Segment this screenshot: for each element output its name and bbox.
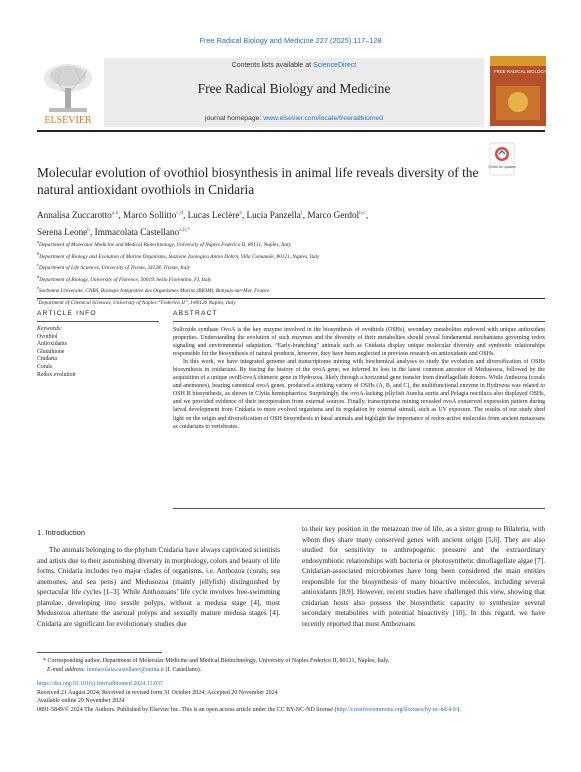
- corresponding-author-note: * Corresponding author. Department of Molecular Medicine and Medical Biotechnology, University of Naples Federico II, 80131, Naples, Italy.: [43, 658, 390, 664]
- author-affiliation-marker[interactable]: a,b,*: [179, 227, 190, 234]
- keywords-block: [37, 326, 157, 379]
- section-heading-introduction: 1. Introduction: [37, 528, 86, 537]
- affiliation-item: [37, 250, 537, 262]
- affiliation-text: Department of Chemical Sciences, University of Naples “Federico II”, I-80126 Naples, Italy: [38, 299, 236, 306]
- abstract-heading: ABSTRACT: [173, 310, 218, 317]
- cover-title: FREE RADICAL BIOLOGY & MEDICINE: [494, 69, 574, 74]
- author-name[interactable]: Lucas Leclère: [187, 210, 240, 221]
- article-title: Molecular evolution of ovothiol biosynthesis in animal life reveals diversity of the natural antioxidant ovothiols in Cnidaria: [37, 165, 479, 197]
- intro-right-column: [302, 524, 545, 629]
- author-affiliation-marker[interactable]: f: [300, 210, 303, 216]
- affiliation-marker: b: [37, 250, 40, 256]
- author-affiliation-marker[interactable]: a,b: [111, 210, 119, 216]
- affiliation-text: Department of Molecular Medicine and Medical Biotechnology, University of Naples Federico II, 80131, Naples, Italy: [38, 241, 291, 248]
- affiliation-marker: f: [37, 296, 39, 302]
- received-dates: Received 21 August 2024; Received in revised form 31 October 2024; Accepted 20 November 2024: [37, 689, 278, 696]
- intro-left-column: [37, 545, 280, 629]
- elsevier-logo: [37, 58, 99, 126]
- elsevier-wordmark: ELSEVIER: [44, 115, 92, 126]
- available-online: Available online 29 November 2024: [37, 698, 125, 705]
- journal-reference[interactable]: Free Radical Biology and Medicine 227 (2025) 117–128: [199, 36, 382, 45]
- journal-homepage: [104, 115, 484, 122]
- abstract-text: [173, 326, 545, 431]
- keywords-label: Keywords:: [37, 326, 62, 332]
- affiliation-item: [37, 273, 537, 285]
- author-name[interactable]: Marco Gerdol: [307, 210, 360, 221]
- license-suffix: ).: [457, 706, 461, 713]
- keyword-item: Ovothiol: [37, 333, 58, 340]
- sciencedirect-link[interactable]: ScienceDirect: [313, 62, 357, 69]
- header-rule: [37, 130, 545, 132]
- footnote-rule: [37, 652, 162, 653]
- email-link[interactable]: immacolata.castellano@unina.it: [86, 666, 164, 673]
- doi-link[interactable]: https://doi.org/10.1016/j.freeradbiomed.2024.11.037: [37, 681, 163, 687]
- abstract-rule: [173, 321, 545, 322]
- keyword-item: Cnidaria: [37, 356, 57, 363]
- email-line: [37, 666, 547, 675]
- abstract-paragraph-2: In this work, we have integrated genome and transcriptome mining with biochemical analyses to study the evolution and diversification of OSHs biosynthesis in cnidarians. By tracing the history of the ovoA gene, we inferred its loss in the latest common ancestor of Medusozoa, followed by the acquisition of a unique ovoB/ovoA chimeric gene in Hydrozoa, likely through a horizontal gene transfer from dinoflagellate donors. While Anthozoa (corals and anemones), bearing canonical ovoA genes, produced a striking variety of OSHs (A, B, and C), the multifunctional enzyme in Hydrozoa was related to OSH B biosynthesis, as shown in Clytia hemisphaerica. Surprisingly, the ovoA-lacking jellyfish Aurelia aurita and Pelagia noctiluca also displayed OSHs, and we provided evidence of their incorporation from external sources. Finally, transcriptome mining revealed ovoA conserved expression pattern during larval development from Cnidaria to more evolved organisms and its regulation by external stimuli, such as UV exposure. The results of our study shed light on the origin and diversification of OSH biosynthesis in basal animals and highlight the importance of redox-active molecules from ancient metazoans as cnidarians to vertebrates.: [173, 359, 545, 430]
- affiliation-list: [37, 238, 537, 307]
- publication-info: [37, 680, 547, 714]
- affiliation-item: [37, 238, 537, 250]
- keyword-item: Glutathione: [37, 348, 65, 355]
- license-line: [37, 706, 547, 715]
- email-label: E-mail address:: [47, 666, 87, 673]
- check-for-updates-badge[interactable]: [490, 143, 514, 175]
- author-name[interactable]: Lucia Panzella: [246, 210, 301, 221]
- email-suffix: (I. Castellano).: [163, 666, 202, 673]
- article-info-divider: [37, 298, 545, 299]
- abstract-paragraph-1: Sulfoxide synthase OvoA is the key enzyme involved in the biosynthesis of ovothiols (OSHs), secondary metabolites endowed with unique antioxidant properties. Understanding the evolution of such enzymes and the diversity of their metabolites should reveal fundamental mechanisms governing redox signaling and environmental adaptation. “Early-branching” animals such as Cnidaria display unique molecular diversity and symbiotic relationships responsible for the biosynthesis of natural products, however, they have been neglected in previous research on antioxidants and OSHs.: [173, 327, 545, 358]
- affiliation-text: Department of Biology and Evolution of Marine Organisms, Stazione Zoologica Anton Dohrn, Villa Comunale, 80121, Naples, Italy: [39, 253, 320, 260]
- check-updates-label: Check for updates: [488, 165, 516, 169]
- keyword-item: Corals: [37, 363, 53, 370]
- author-name[interactable]: Immacolata Castellano: [94, 227, 180, 238]
- affiliation-marker: a: [37, 239, 39, 244]
- journal-cover-image[interactable]: [490, 56, 574, 126]
- affiliation-marker: d: [37, 273, 40, 279]
- author-affiliation-marker[interactable]: b: [87, 227, 91, 234]
- keyword-item: Redox evolution: [37, 371, 76, 378]
- affiliation-text: Sorbonne Université, CNRS, Biologie Intégrative des Organismes Marins (BIOM), Banyuls-sur-Mer, France: [38, 288, 270, 295]
- author-affiliation-marker[interactable]: e: [239, 210, 242, 216]
- author-separator: ,: [183, 210, 188, 221]
- intro-paragraph-left: The animals belonging to the phylum Cnidaria have always captivated scientists and artists due to their astonishing diversity in morphology, colors and beauty of life forms. Cnidaria includes two major clades of organisms, i.e. Anthozoa (corals, sea anemones, and sea pens) and Medusozoa (mainly jellyfish) distinguished by spectacular life cycles [1–3]. While Anthozoans’ life cycle involves free-swimming planulae, developing into sessile polyps, without a medusa stage [4], most Medusozoa alternate the asexual polyps and sexually mature medusa stages [4]. Cnidaria are significant for evolutionary studies due: [37, 546, 280, 628]
- author-affiliation-marker[interactable]: c,d: [176, 210, 184, 216]
- affiliation-item: [37, 261, 537, 273]
- abstract-bottom-rule: [173, 508, 545, 509]
- author-name[interactable]: Annalisa Zuccarotto: [37, 210, 112, 221]
- author-affiliation-marker[interactable]: b,c: [359, 210, 366, 216]
- homepage-link[interactable]: www.elsevier.com/locate/freeradbiomed: [263, 115, 383, 122]
- footnote: [37, 657, 547, 674]
- author-name[interactable]: Serena Leone: [37, 227, 88, 238]
- author-separator: ,: [302, 210, 308, 221]
- affiliation-marker: e: [37, 285, 39, 291]
- affiliation-text: Department of Life Sciences, University of Trieste, 34128, Trieste, Italy: [38, 264, 191, 271]
- author-name[interactable]: Marco Sollitto: [123, 210, 177, 221]
- author-separator: ,: [118, 210, 124, 221]
- article-info-rule: [37, 321, 159, 322]
- contents-line: [104, 62, 484, 69]
- affiliation-item: [37, 284, 537, 296]
- author-list: [37, 206, 517, 240]
- journal-title: Free Radical Biology and Medicine: [197, 81, 391, 96]
- author-separator: ,: [90, 227, 95, 238]
- license-prefix: 0891-5849/© 2024 The Authors. Published by Elsevier Inc. This is an open access article under the CC BY-NC-ND license (: [37, 706, 337, 713]
- author-separator: ,: [365, 210, 369, 221]
- keyword-item: Antioxidants: [37, 341, 67, 348]
- affiliation-text: Department of Biology, University of Florence, 50019, Sesto Fiorentino, FI, Italy: [39, 276, 212, 283]
- homepage-prefix: journal homepage:: [205, 115, 264, 122]
- author-separator: ,: [241, 210, 247, 221]
- license-link[interactable]: http://creativecommons.org/licenses/by-nc-nd/4.0/: [336, 706, 458, 713]
- affiliation-marker: c: [37, 262, 39, 268]
- article-info-heading: ARTICLE INFO: [37, 310, 97, 317]
- contents-prefix: Contents lists available at: [231, 62, 314, 69]
- intro-paragraph-right: to their key position in the metazoan tree of life, as a sister group to Bilateria, with whom they share many conserved genes with ancient origin [5,6]. They are also studied for sensitivity to anthropogenic pressure and the extraordinary endosymbiotic relationships with bacteria or photosynthetic dinoflagellate algae [7]. Cnidarian-associated microbiomes have long been considered the main entities responsible for the biosynthesis of many bioactive molecules, including several antioxidants [8,9]. However, recent studies have challenged this view, showing that cnidarian hosts also possess the biosynthetic capacity to synthesize several secondary metabolites with potential bioactivity [10]. In this regard, we have recently reported that most Anthozoans: [302, 525, 545, 628]
